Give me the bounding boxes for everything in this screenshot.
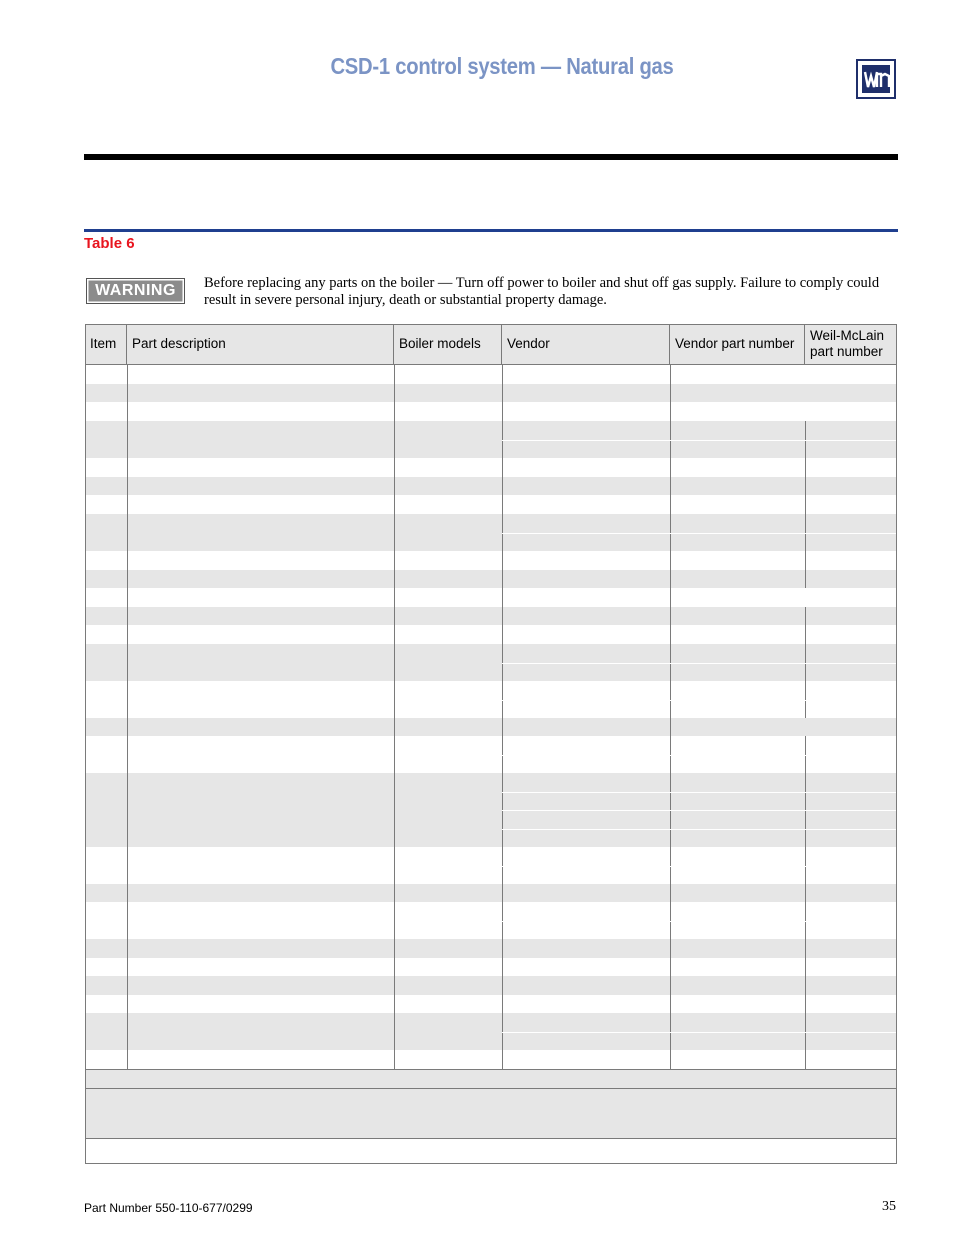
warning-badge: WARNING xyxy=(86,278,185,304)
header-boiler-models: Boiler models xyxy=(394,324,502,364)
page-number: 35 xyxy=(882,1199,896,1214)
weil-mclain-logo-icon xyxy=(856,59,896,99)
logo-mark-icon xyxy=(862,65,892,95)
section-rule xyxy=(84,229,898,232)
warning-text: Before replacing any parts on the boiler — Turn off power to boiler and shut off gas supply. Failure to comply could result in severe personal injury, death or substantial property damage. xyxy=(204,275,880,308)
header-black-bar xyxy=(84,154,898,160)
header-part-description: Part description xyxy=(127,324,394,364)
table-frame xyxy=(85,324,897,1164)
page-title: CSD-1 control system — Natural gas xyxy=(330,53,674,79)
header-vendor: Vendor xyxy=(502,324,670,364)
footer-part-number: Part Number 550-110-677/0299 xyxy=(84,1201,253,1215)
table-label: Table 6 xyxy=(84,235,135,252)
header-vendor-part-number: Vendor part number xyxy=(670,324,805,364)
header-item: Item xyxy=(85,324,127,364)
header-weil-mclain-part-number: Weil-McLain part number xyxy=(810,328,885,359)
parts-table xyxy=(85,324,897,1164)
